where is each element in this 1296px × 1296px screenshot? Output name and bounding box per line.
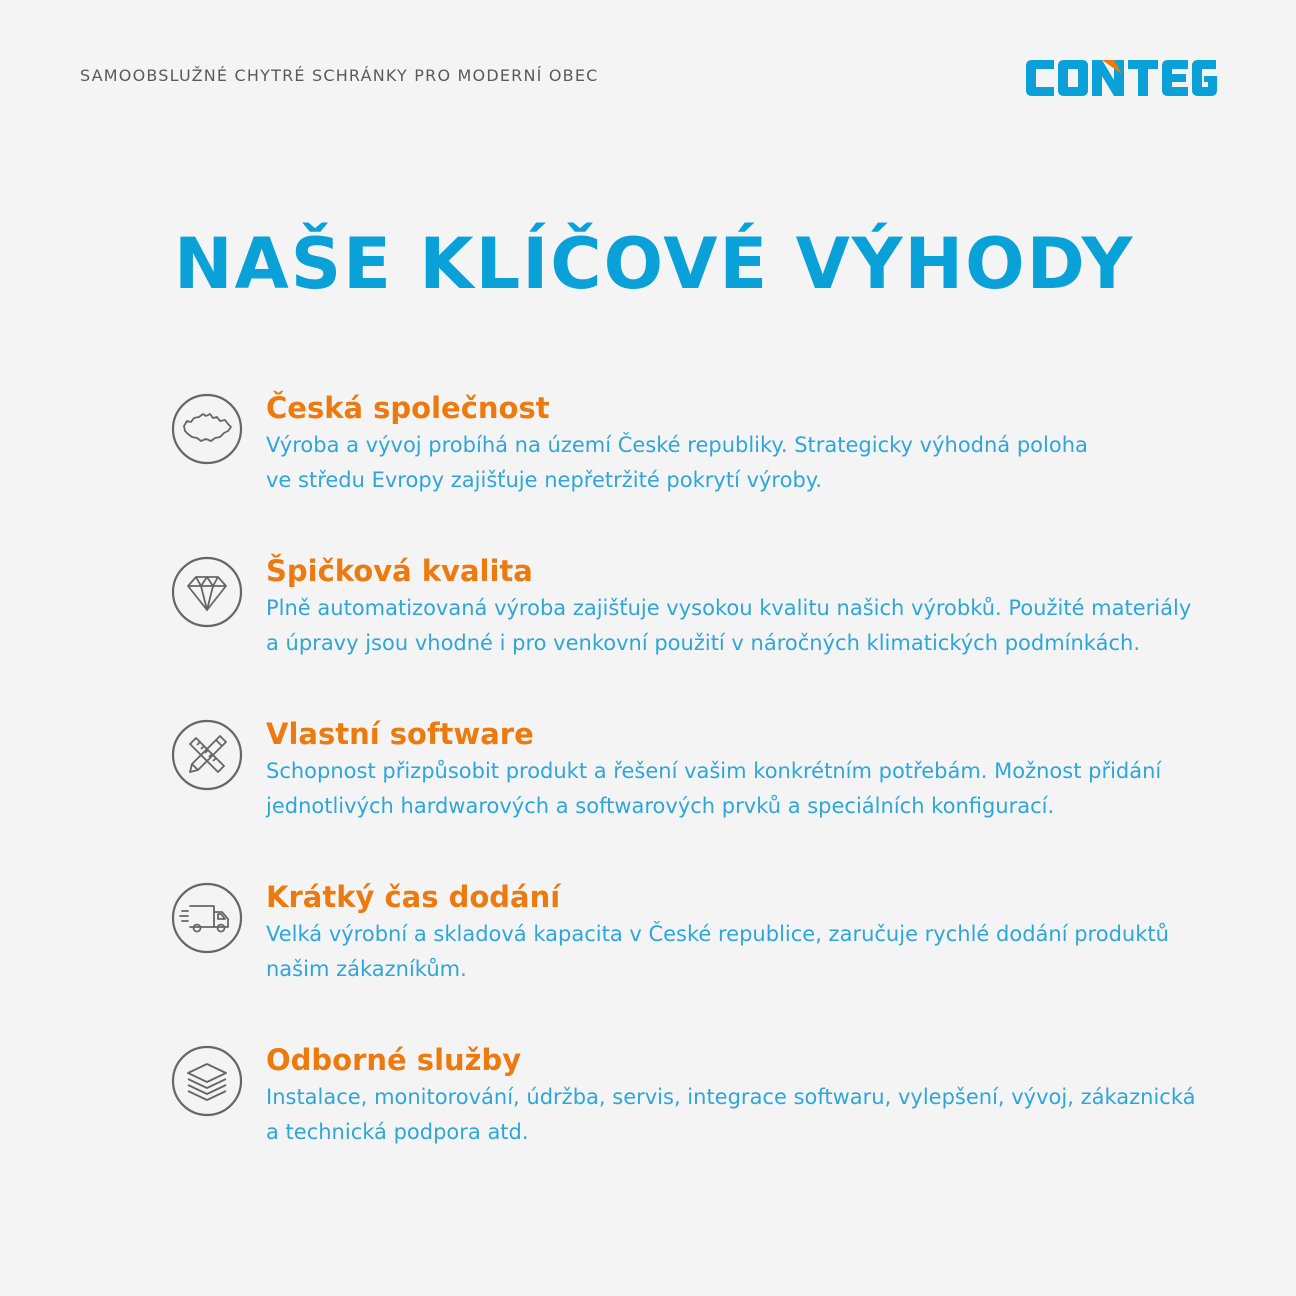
conteg-logo [1024,58,1218,98]
header-tagline: SAMOOBSLUŽNÉ CHYTRÉ SCHRÁNKY PRO MODERNÍ OBEC [80,66,599,85]
feature-description-line: a technická podpora atd. [266,1120,529,1144]
feature-description-line: ve středu Evropy zajišťuje nepřetržité pokrytí výroby. [266,468,822,492]
feature-description [266,917,1216,987]
feature-description-line: Plně automatizovaná výroba zajišťuje vysokou kvalitu našich výrobků. Použité materiály [266,596,1192,620]
feature-item [170,551,1220,714]
feature-item [170,877,1220,1040]
czech-map-icon [170,392,244,466]
feature-description [266,1080,1216,1150]
feature-item [170,714,1220,877]
feature-item [170,1040,1220,1203]
feature-description-line: a úpravy jsou vhodné i pro venkovní použití v náročných klimatických podmínkách. [266,631,1140,655]
feature-item [170,388,1220,551]
pencil-ruler-icon [170,718,244,792]
diamond-icon [170,555,244,629]
feature-heading: Odborné služby [266,1043,522,1077]
page-title: NAŠE KLÍČOVÉ VÝHODY [174,223,1135,305]
feature-description-line: jednotlivých hardwarových a softwarových prvků a speciálních konfigurací. [266,794,1055,818]
layers-icon [170,1044,244,1118]
feature-description [266,428,1216,498]
features-list [170,388,1220,1203]
feature-heading: Vlastní software [266,717,534,751]
delivery-truck-icon [170,881,244,955]
feature-description-line: Velká výrobní a skladová kapacita v České republice, zaručuje rychlé dodání produktů [266,922,1169,946]
feature-description-line: Instalace, monitorování, údržba, servis, integrace softwaru, vylepšení, vývoj, zákaznická [266,1085,1196,1109]
feature-description-line: Výroba a vývoj probíhá na území České republiky. Strategicky výhodná poloha [266,433,1088,457]
feature-heading: Krátký čas dodání [266,880,561,914]
feature-heading: Česká společnost [266,391,550,425]
feature-description-line: našim zákazníkům. [266,957,467,981]
feature-description [266,591,1216,661]
feature-description [266,754,1216,824]
feature-description-line: Schopnost přizpůsobit produkt a řešení vašim konkrétním potřebám. Možnost přidání [266,759,1162,783]
feature-heading: Špičková kvalita [266,554,533,588]
